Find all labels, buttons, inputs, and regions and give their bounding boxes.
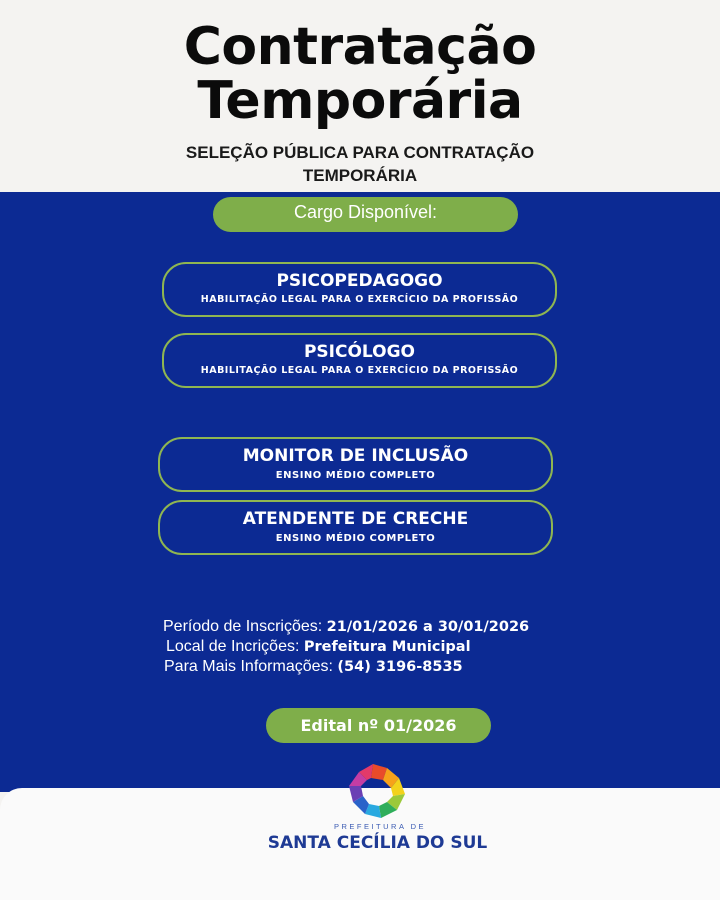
info-place (166, 637, 471, 657)
contact-value: (54) 3196-8535 (337, 659, 463, 675)
position-title: PSICÓLOGO (303, 342, 416, 362)
period-label: Período de Inscrições: (163, 618, 323, 635)
place-label: Local de Incrições: (166, 638, 300, 655)
city-name: SANTA CECÍLIA DO SUL (267, 833, 488, 853)
info-period (163, 617, 529, 637)
position-requirement: HABILITAÇÃO LEGAL PARA O EXERCÍCIO DA PROFISSÃO (200, 365, 519, 376)
place-value: Prefeitura Municipal (303, 639, 471, 655)
prefeitura-label: PREFEITURA DE (333, 822, 427, 831)
period-value: 21/01/2026 a 30/01/2026 (326, 619, 530, 635)
position-requirement: ENSINO MÉDIO COMPLETO (275, 533, 436, 544)
info-contact (164, 657, 463, 677)
position-title: ATENDENTE DE CRECHE (242, 509, 469, 529)
contact-label: Para Mais Informações: (164, 658, 333, 675)
position-card-psicologo (162, 333, 557, 388)
subtitle-line1: SELEÇÃO PÚBLICA PARA CONTRATAÇÃO (185, 143, 535, 162)
position-requirement: HABILITAÇÃO LEGAL PARA O EXERCÍCIO DA PROFISSÃO (200, 294, 519, 305)
page-title-line1: Contratação (183, 17, 537, 77)
header-section (0, 0, 720, 192)
position-title: PSICOPEDAGOGO (276, 271, 443, 291)
position-card-monitor-inclusao (158, 437, 553, 492)
position-card-psicopedagogo (162, 262, 557, 317)
star-flower-logo-icon (345, 760, 409, 824)
position-requirement: ENSINO MÉDIO COMPLETO (275, 470, 436, 481)
edital-pill: Edital nº 01/2026 (266, 708, 491, 743)
position-title: MONITOR DE INCLUSÃO (242, 446, 469, 466)
page-title-line2: Temporária (197, 71, 523, 131)
cargo-label-pill: Cargo Disponível: (213, 197, 518, 232)
position-card-atendente-creche (158, 500, 553, 555)
subtitle-line2: TEMPORÁRIA (302, 166, 418, 185)
